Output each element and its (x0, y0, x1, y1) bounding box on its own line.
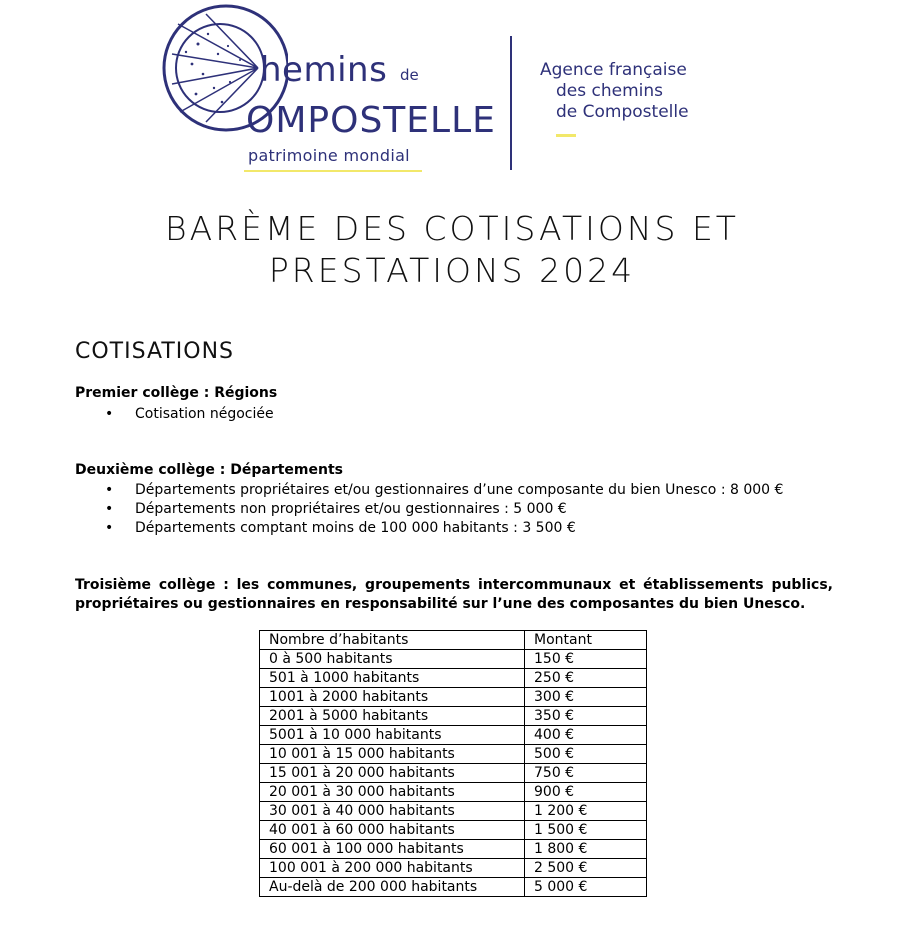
logo-word-chemins: hemins (260, 50, 388, 90)
agence-name (540, 60, 689, 123)
list-item: • Cotisation négociée (105, 405, 274, 424)
table-cell-habitants: 30 001 à 40 000 habitants (260, 802, 525, 821)
logo-tagline-underline (244, 170, 422, 172)
table-row (260, 688, 647, 707)
logo-word-de: de (400, 66, 419, 84)
table-cell-montant: 1 800 € (525, 840, 647, 859)
page-title (0, 208, 904, 292)
table-row (260, 821, 647, 840)
cotisation-table (259, 630, 647, 897)
agence-line-2: des chemins (556, 81, 664, 101)
college-1-title: Premier collège : Régions (75, 385, 278, 401)
list-item: • Départements propriétaires et/ou gestionnaires d’une composante du bien Unesco : 8 000 € (105, 481, 783, 500)
table-cell-montant: 750 € (525, 764, 647, 783)
table-row (260, 783, 647, 802)
table-cell-montant: 150 € (525, 650, 647, 669)
table-cell-habitants: 60 001 à 100 000 habitants (260, 840, 525, 859)
table-cell-habitants: 10 001 à 15 000 habitants (260, 745, 525, 764)
table-cell-montant: 350 € (525, 707, 647, 726)
table-row (260, 650, 647, 669)
table-cell-montant: 1 500 € (525, 821, 647, 840)
page-title-line-1: BARÈME DES COTISATIONS ET (165, 209, 739, 248)
table-header-row (260, 631, 647, 650)
college-2-list (105, 481, 783, 538)
table-row (260, 878, 647, 897)
table-cell-montant: 900 € (525, 783, 647, 802)
table-row (260, 802, 647, 821)
header-logo (158, 4, 718, 176)
table-row (260, 764, 647, 783)
logo-tagline: patrimoine mondial (248, 146, 410, 165)
logo-word-compostelle: OMPOSTELLE (246, 100, 496, 141)
page-title-line-2: PRESTATIONS 2024 (268, 251, 636, 290)
table-cell-habitants: 501 à 1000 habitants (260, 669, 525, 688)
table-cell-montant: 1 200 € (525, 802, 647, 821)
agence-line-1: Agence française (540, 60, 687, 80)
table-header-habitants: Nombre d’habitants (260, 631, 525, 650)
table-row (260, 726, 647, 745)
logo-divider (510, 36, 512, 170)
college-2-title: Deuxième collège : Départements (75, 462, 343, 478)
table-cell-montant: 400 € (525, 726, 647, 745)
table-cell-habitants: 20 001 à 30 000 habitants (260, 783, 525, 802)
table-header-montant: Montant (525, 631, 647, 650)
table-cell-montant: 5 000 € (525, 878, 647, 897)
table-cell-habitants: 0 à 500 habitants (260, 650, 525, 669)
table-cell-habitants: 40 001 à 60 000 habitants (260, 821, 525, 840)
table-cell-habitants: 2001 à 5000 habitants (260, 707, 525, 726)
college-1-list (105, 405, 274, 424)
section-title-cotisations: COTISATIONS (75, 339, 234, 364)
table-row (260, 859, 647, 878)
table-cell-habitants: 5001 à 10 000 habitants (260, 726, 525, 745)
table-row (260, 745, 647, 764)
table-row (260, 840, 647, 859)
agence-line-3: de Compostelle (556, 102, 689, 122)
table-cell-habitants: 1001 à 2000 habitants (260, 688, 525, 707)
table-cell-habitants: 100 001 à 200 000 habitants (260, 859, 525, 878)
agence-underline (556, 134, 576, 137)
list-item: • Départements comptant moins de 100 000 habitants : 3 500 € (105, 519, 783, 538)
table-cell-montant: 300 € (525, 688, 647, 707)
table-cell-montant: 2 500 € (525, 859, 647, 878)
table-row (260, 669, 647, 688)
table-row (260, 707, 647, 726)
table-cell-montant: 250 € (525, 669, 647, 688)
list-item: • Départements non propriétaires et/ou gestionnaires : 5 000 € (105, 500, 783, 519)
table-cell-habitants: Au-delà de 200 000 habitants (260, 878, 525, 897)
table-cell-montant: 500 € (525, 745, 647, 764)
table-cell-habitants: 15 001 à 20 000 habitants (260, 764, 525, 783)
college-3-title: Troisième collège : les communes, groupements intercommunaux et établissements publics, propriétaires ou gestionnaires en responsabilité sur l’une des composantes du bien Unesco. (75, 577, 833, 612)
